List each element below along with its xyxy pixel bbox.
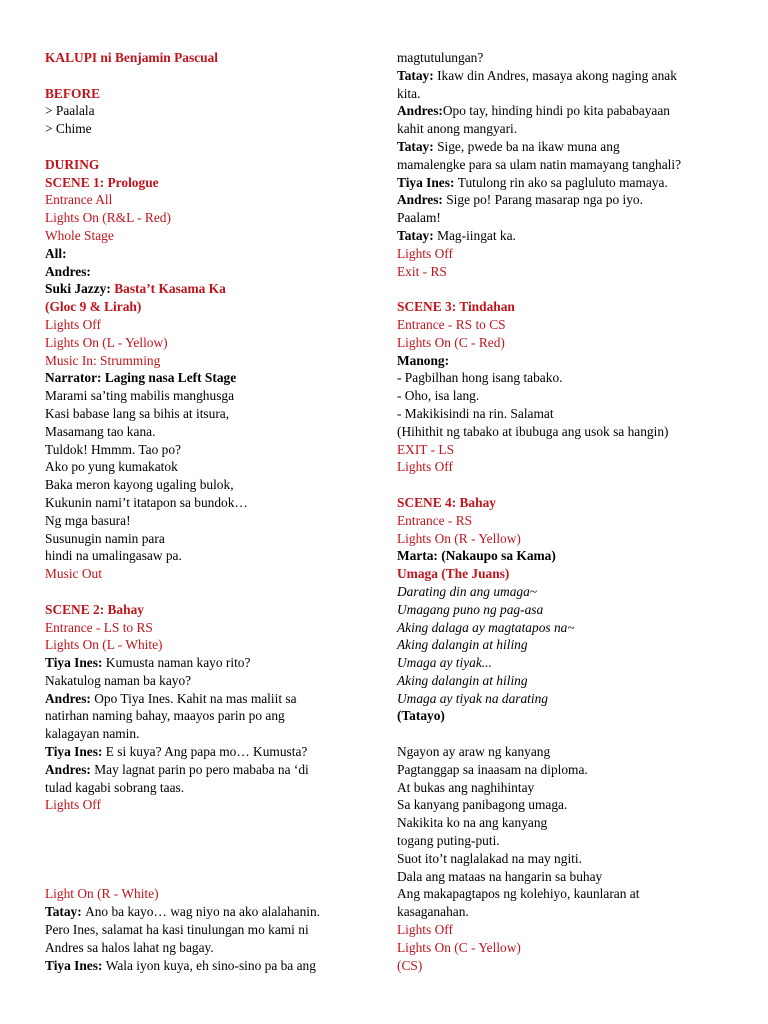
script-line: - Oho, isa lang. [397,388,480,404]
script-line: Umaga ay tiyak... [397,655,492,671]
dialogue-text: E si kuya? Ang papa mo… Kumusta? [105,744,308,760]
script-line: kita. [397,85,421,101]
script-line [397,138,747,156]
script-line: Andres sa halos lahat ng bagay. [45,939,214,955]
stage-direction: Entrance - RS [397,512,473,528]
script-line: Marami sa’ting mabilis manghusga [45,388,235,404]
dialogue-text: Kumusta naman kayo rito? [105,655,251,671]
script-line: Umaga ay tiyak na darating [397,690,548,706]
stage-direction: Umaga (The Juans) [397,566,510,582]
dialogue-text: Basta’t Kasama Ka [114,281,226,297]
stage-direction: Music In: Strumming [45,352,161,368]
stage-direction: Lights Off [45,797,101,813]
script-line: Masamang tao kana. [45,423,156,439]
script-line [397,102,747,120]
stage-direction: Lights On (R&L - Red) [45,210,171,226]
script-line: Baka meron kayong ugaling bulok, [45,477,234,493]
dialogue-text: Sige po! Parang masarap nga po iyo. [446,192,643,208]
speaker-label: Tatay: [397,138,438,154]
dialogue-text: Tutulong rin ako sa pagluluto mamaya. [457,174,668,190]
left-column [45,0,375,974]
script-line: Narrator: Laging nasa Left Stage [45,370,237,386]
script-line: Paalam! [397,210,441,226]
script-line: hindi na umalingasaw pa. [45,548,182,564]
script-line: tulad kagabi sobrang taas. [45,779,185,795]
script-line: Ako po yung kumakatok [45,459,178,475]
dialogue-text: Opo Tiya Ines. Kahit na mas maliit sa [94,690,297,706]
script-line: Andres: [45,263,91,279]
script-line: kasaganahan. [397,904,469,920]
blank-line [45,832,375,850]
stage-direction: Lights On (C - Red) [397,334,505,350]
script-line [397,174,747,192]
script-line: Sa kanyang panibagong umaga. [397,797,568,813]
script-line: Nakatulog naman ba kayo? [45,672,192,688]
speaker-label: Tatay: [397,67,438,83]
script-line: At bukas ang naghihintay [397,779,535,795]
script-line: All: [45,245,67,261]
script-line [397,67,747,85]
script-line [397,227,747,245]
script-line: Darating din ang umaga~ [397,583,538,599]
stage-direction: Entrance - LS to RS [45,619,153,635]
speaker-label: Tatay: [397,227,438,243]
script-line: Marta: (Nakaupo sa Kama) [397,548,556,564]
script-line: Ngayon ay araw ng kanyang [397,744,551,760]
script-line: Kasi babase lang sa bihis at itsura, [45,405,230,421]
dialogue-text: Ano ba kayo… wag niyo na ako alalahanin. [85,904,321,920]
script-line: - Pagbilhan hong isang tabako. [397,370,563,386]
script-line: Pagtanggap sa inaasam na diploma. [397,761,588,777]
script-line: - Makikisindi na rin. Salamat [397,405,554,421]
stage-direction: EXIT - LS [397,441,455,457]
stage-direction: BEFORE [45,85,101,101]
blank-line [397,725,747,743]
script-line [45,903,375,921]
script-line: Aking dalaga ay magtatapos na~ [397,619,575,635]
script-line: Pero Ines, salamat ha kasi tinulungan mo kami ni [45,922,309,938]
right-column [397,0,747,974]
speaker-label: Tatay: [45,904,86,920]
script-line: Aking dalangin at hiling [397,637,528,653]
stage-direction: Lights On (R - Yellow) [397,530,521,546]
script-line [45,690,375,708]
stage-direction: SCENE 4: Bahay [397,494,496,510]
stage-direction: (Gloc 9 & Lirah) [45,299,142,315]
stage-direction: Lights Off [45,316,101,332]
speaker-label: Andres: [397,192,447,208]
script-line [45,761,375,779]
script-line: Suot ito’t naglalakad na may ngiti. [397,850,582,866]
script-line: Manong: [397,352,450,368]
stage-direction: Entrance All [45,192,113,208]
speaker-label: Andres: [45,761,95,777]
blank-line [45,814,375,832]
script-line: Aking dalangin at hiling [397,672,528,688]
script-line [45,957,375,975]
speaker-label: Tiya Ines: [397,174,458,190]
speaker-label: Andres: [397,103,443,119]
script-line [397,191,747,209]
stage-direction: Exit - RS [397,263,447,279]
stage-direction: SCENE 3: Tindahan [397,299,515,315]
script-line: Dala ang mataas na hangarin sa buhay [397,868,603,884]
script-line: (Hihithit ng tabako at ibubuga ang usok sa hangin) [397,423,669,439]
script-line: natirhan naming bahay, maayos parin po ang [45,708,285,724]
stage-direction: Music Out [45,566,102,582]
stage-direction: (CS) [397,957,423,973]
stage-direction: Whole Stage [45,227,114,243]
stage-direction: Lights Off [397,922,453,938]
blank-line [45,138,375,156]
script-line: (Tatayo) [397,708,445,724]
script-line: Tuldok! Hmmm. Tao po? [45,441,181,457]
speaker-label: Suki Jazzy: [45,281,115,297]
blank-line [45,850,375,868]
dialogue-text: Sige, pwede ba na ikaw muna ang [437,138,620,154]
blank-line [45,583,375,601]
speaker-label: Tiya Ines: [45,744,106,760]
script-line [45,280,375,298]
stage-direction: Lights On (L - White) [45,637,163,653]
dialogue-text: Mag-iingat ka. [437,227,516,243]
dialogue-text: Ikaw din Andres, masaya akong naging anak [437,67,677,83]
script-line: Nakikita ko na ang kanyang [397,815,548,831]
script-line [45,743,375,761]
speaker-label: Andres: [45,690,95,706]
stage-direction: SCENE 2: Bahay [45,601,144,617]
stage-direction: Light On (R - White) [45,886,159,902]
script-line: > Chime [45,121,92,137]
script-line: mamalengke para sa ulam natin mamayang tanghali? [397,156,682,172]
blank-line [45,868,375,886]
stage-direction: Lights Off [397,459,453,475]
script-line: Umagang puno ng pag-asa [397,601,544,617]
speaker-label: Tiya Ines: [45,655,106,671]
dialogue-text: May lagnat parin po pero mababa na ‘di [94,761,309,777]
script-line [45,654,375,672]
stage-direction: Lights On (C - Yellow) [397,939,521,955]
script-line: kalagayan namin. [45,726,140,742]
blank-line [397,280,747,298]
dialogue-text: Opo tay, hinding hindi po kita pababayaan [442,103,670,119]
script-line: > Paalala [45,103,95,119]
stage-direction: Entrance - RS to CS [397,316,506,332]
script-line: Kukunin nami’t itatapon sa bundok… [45,494,248,510]
script-line: Susunugin namin para [45,530,165,546]
stage-direction: KALUPI ni Benjamin Pascual [45,50,218,65]
dialogue-text: Wala iyon kuya, eh sino-sino pa ba ang [105,957,316,973]
stage-direction: Lights Off [397,245,453,261]
stage-direction: Lights On (L - Yellow) [45,334,168,350]
script-line: Ng mga basura! [45,512,131,528]
script-line: Ang makapagtapos ng kolehiyo, kaunlaran at [397,886,640,902]
speaker-label: Tiya Ines: [45,957,106,973]
script-line: kahit anong mangyari. [397,121,518,137]
script-line: magtutulungan? [397,50,484,65]
blank-line [397,476,747,494]
script-line: togang puting-puti. [397,833,500,849]
blank-line [45,67,375,85]
stage-direction: SCENE 1: Prologue [45,174,159,190]
stage-direction: DURING [45,156,100,172]
